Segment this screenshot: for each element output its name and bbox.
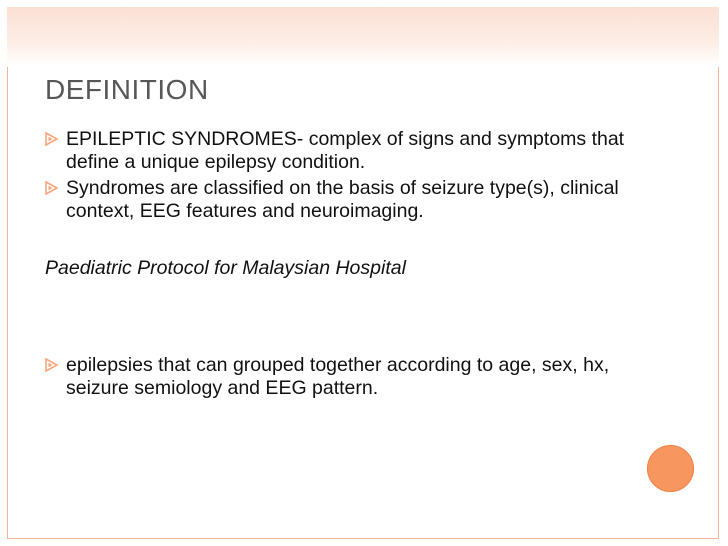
bullet-text: epilepsies that can grouped together according to age, sex, hx, seizure semiology and EEG pattern.	[66, 354, 610, 399]
bullet-item	[45, 354, 665, 400]
bullet-item	[45, 128, 665, 174]
slide-title: DEFINITION	[45, 74, 209, 105]
slide-header-band	[7, 7, 719, 67]
spacer	[45, 280, 665, 354]
bullet-item	[45, 177, 665, 223]
citation-text: Paediatric Protocol for Malaysian Hospital	[45, 257, 406, 279]
triangle-bullet-icon	[45, 132, 58, 146]
bullet-text: EPILEPTIC SYNDROMES- complex of signs and symptoms that define a unique epilepsy condition.	[66, 128, 625, 173]
bullet-text: Syndromes are classified on the basis of seizure type(s), clinical context, EEG features and neuroimaging.	[66, 177, 619, 222]
decorative-circle	[647, 445, 694, 492]
triangle-bullet-icon	[45, 358, 58, 372]
triangle-bullet-icon	[45, 181, 58, 195]
slide-content	[45, 128, 665, 400]
